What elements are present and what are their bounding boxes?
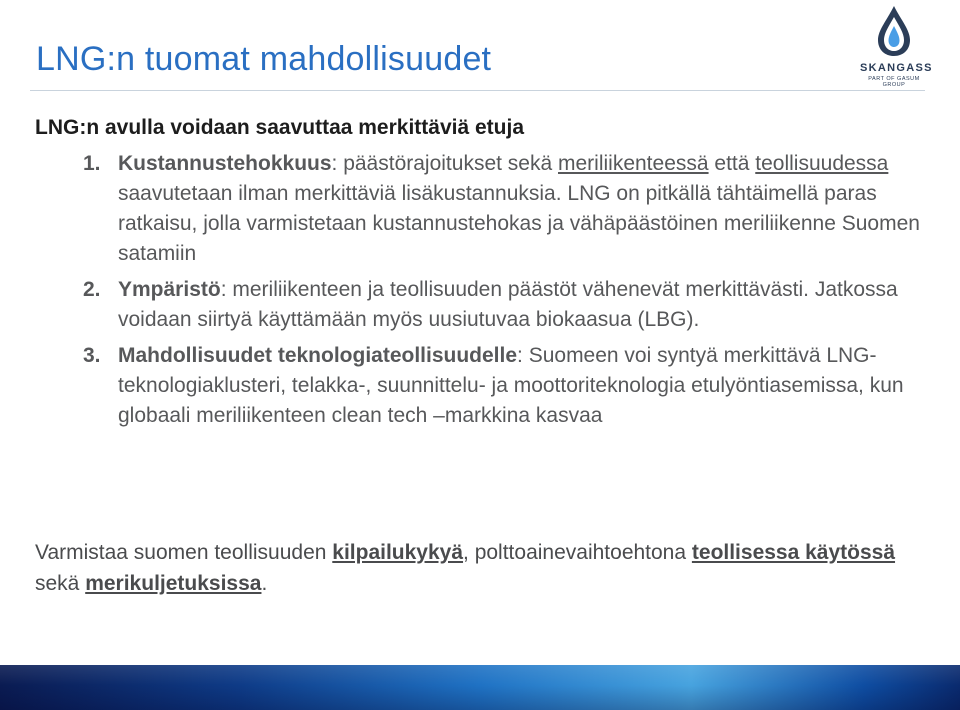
summary-part: .	[261, 572, 268, 595]
list-text: saavutetaan ilman merkittäviä lisäkustannuksia. LNG on pitkällä tähtäimellä paras ratkaisu, jolla varmistetaan kustannustehokas ja vähäpäästöinen meriliikenne Suomen satamiin	[118, 182, 920, 265]
list-keyword: Ympäristö	[118, 278, 221, 301]
summary-emphasis: merikuljetuksissa	[85, 572, 262, 595]
list-number: 1.	[83, 152, 101, 175]
title-divider	[30, 90, 925, 91]
list-item	[35, 341, 930, 431]
summary-emphasis: kilpailukykyä	[332, 541, 464, 564]
list-number: 2.	[83, 278, 101, 301]
summary-text	[35, 537, 930, 599]
logo-tagline: PART OF GASUM GROUP	[868, 76, 920, 88]
summary-emphasis: teollisessa käytössä	[691, 541, 896, 564]
list-text: että	[708, 152, 756, 175]
list-keyword: Mahdollisuudet teknologiateollisuudelle	[118, 344, 518, 367]
list-text: : meriliikenteen ja teollisuuden päästöt vähenevät merkittävästi. Jatkossa voidaan siirtyä käyttämään myös uusiutuvaa biokaasua (LBG).	[118, 278, 898, 331]
lead-heading: LNG:n avulla voidaan saavuttaa merkittäviä etuja	[35, 116, 525, 139]
underlined-term: meriliikenteessä	[558, 152, 709, 175]
list-text: : Suomeen voi syntyä merkittävä LNG-teknologiaklusteri, telakka-, suunnittelu- ja moottoriteknologia etulyöntiasemissa, kun globaali meriliikenteen clean tech –markkina kasvaa	[118, 344, 904, 427]
summary-part: sekä	[35, 572, 86, 595]
summary-part: Varmistaa suomen teollisuuden	[35, 541, 333, 564]
underlined-term: teollisuudessa	[755, 152, 889, 175]
logo-wordmark: SKANGASS	[860, 62, 933, 74]
list-item	[35, 149, 930, 269]
list-text: : päästörajoitukset sekä	[331, 152, 558, 175]
summary-part: , polttoainevaihtoehtona	[463, 541, 692, 564]
slide-title: LNG:n tuomat mahdollisuudet	[36, 40, 492, 78]
list-item	[35, 275, 930, 335]
flame-drop-icon	[874, 4, 914, 58]
list-number: 3.	[83, 344, 101, 367]
company-logo	[860, 4, 933, 88]
footer-gradient-overlay	[0, 665, 960, 710]
list-keyword: Kustannustehokkuus	[118, 152, 332, 175]
body-text	[35, 113, 930, 437]
